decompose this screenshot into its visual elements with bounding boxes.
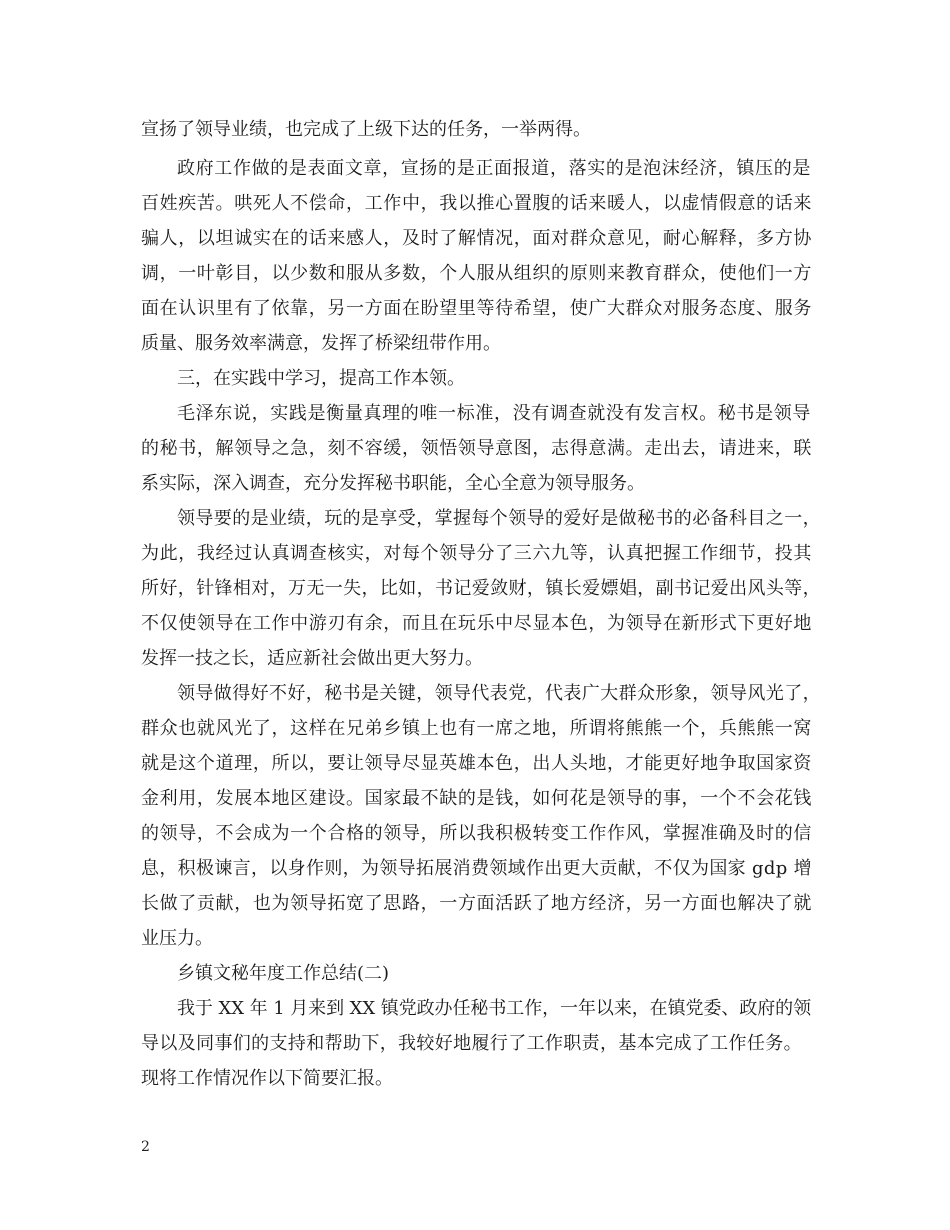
text-line-2 xyxy=(0,154,950,184)
text-line-26 xyxy=(0,994,950,1024)
line-text: 质量、服务效率满意，发挥了桥梁纽带作用。 xyxy=(141,333,501,354)
text-line-23 xyxy=(0,889,950,919)
text-line-20 xyxy=(0,784,950,814)
line-text: 所好，针锋相对，万无一失，比如，书记爱敛财，镇长爱嫖娼，副书记爱出风头等， xyxy=(141,578,821,599)
line-text: 百姓疾苦。哄死人不偿命，工作中，我以推心置腹的话来暖人，以虚情假意的话来 xyxy=(141,193,812,214)
line-text: 导以及同事们的支持和帮助下，我较好地履行了工作职责，基本完成了工作任务。 xyxy=(141,1033,802,1054)
text-line-6 xyxy=(0,294,950,324)
text-line-15 xyxy=(0,609,950,639)
text-line-27 xyxy=(0,1029,950,1059)
line-text: 骗人，以坦诚实在的话来感人，及时了解情况，面对群众意见，耐心解释，多方协 xyxy=(141,228,812,249)
line-text: 为此，我经过认真调查核实，对每个领导分了三六九等，认真把握工作细节，投其 xyxy=(141,543,812,564)
text-line-11 xyxy=(0,469,950,499)
text-line-28 xyxy=(0,1064,950,1094)
page-number: 2 xyxy=(141,1139,150,1155)
text-line-18 xyxy=(0,714,950,744)
line-text: 发挥一技之长，适应新社会做出更大努力。 xyxy=(141,648,483,669)
text-line-12 xyxy=(0,504,950,534)
text-line-14 xyxy=(0,574,950,604)
text-line-17 xyxy=(0,679,950,709)
line-text: 的秘书，解领导之急，刻不容缓，领悟领导意图，志得意满。走出去，请进来，联 xyxy=(141,438,812,459)
line-text: 毛泽东说，实践是衡量真理的唯一标准，没有调查就没有发言权。秘书是领导 xyxy=(177,403,811,424)
line-text: 息，积极谏言，以身作则，为领导拓展消费领域作出更大贡献，不仅为国家 gdp 增 xyxy=(141,858,812,879)
line-text: 宣扬了领导业绩，也完成了上级下达的任务，一举两得。 xyxy=(141,119,591,140)
line-text: 政府工作做的是表面文章，宣扬的是正面报道，落实的是泡沫经济，镇压的是 xyxy=(177,158,811,179)
line-text: 就是这个道理，所以，要让领导尽显英雄本色，出人头地，才能更好地争取国家资 xyxy=(141,753,812,774)
text-line-3 xyxy=(0,189,950,219)
line-text: 领导要的是业绩，玩的是享受，掌握每个领导的爱好是做秘书的必备科目之一， xyxy=(177,508,821,529)
line-text: 面在认识里有了依靠，另一方面在盼望里等待希望，使广大群众对服务态度、服务 xyxy=(141,298,812,319)
text-line-7 xyxy=(0,329,950,359)
line-text: 系实际，深入调查，充分发挥秘书职能，全心全意为领导服务。 xyxy=(141,473,645,494)
text-line-22 xyxy=(0,854,950,884)
text-line-19 xyxy=(0,749,950,779)
line-text: 领导做得好不好，秘书是关键，领导代表党，代表广大群众形象，领导风光了， xyxy=(177,683,821,704)
text-line-8 xyxy=(0,364,950,394)
text-line-10 xyxy=(0,434,950,464)
line-text: 业压力。 xyxy=(141,928,213,949)
line-text: 我于 XX 年 1 月来到 XX 镇党政办任秘书工作，一年以来，在镇党委、政府的领 xyxy=(177,998,812,1019)
line-text: 的领导，不会成为一个合格的领导，所以我积极转变工作作风，掌握准确及时的信 xyxy=(141,823,812,844)
line-text: 群众也就风光了，这样在兄弟乡镇上也有一席之地，所谓将熊熊一个，兵熊熊一窝 xyxy=(141,718,812,739)
text-line-1 xyxy=(0,115,950,145)
line-text: 调，一叶彰目，以少数和服从多数，个人服从组织的原则来教育群众，使他们一方 xyxy=(141,263,812,284)
text-line-16 xyxy=(0,644,950,674)
text-line-5 xyxy=(0,259,950,289)
text-line-13 xyxy=(0,539,950,569)
text-line-24 xyxy=(0,924,950,954)
line-text: 不仅使领导在工作中游刃有余，而且在玩乐中尽显本色，为领导在新形式下更好地 xyxy=(141,613,812,634)
text-line-4 xyxy=(0,224,950,254)
text-line-25 xyxy=(0,959,950,989)
line-text: 金利用，发展本地区建设。国家最不缺的是钱，如何花是领导的事，一个不会花钱 xyxy=(141,788,812,809)
line-text: 三，在实践中学习，提高工作本领。 xyxy=(177,368,465,389)
line-text: 长做了贡献，也为领导拓宽了思路，一方面活跃了地方经济，另一方面也解决了就 xyxy=(141,893,812,914)
line-text: 乡镇文秘年度工作总结(二) xyxy=(177,963,390,984)
line-text: 现将工作情况作以下简要汇报。 xyxy=(141,1068,393,1089)
text-line-21 xyxy=(0,819,950,849)
text-line-9 xyxy=(0,399,950,429)
